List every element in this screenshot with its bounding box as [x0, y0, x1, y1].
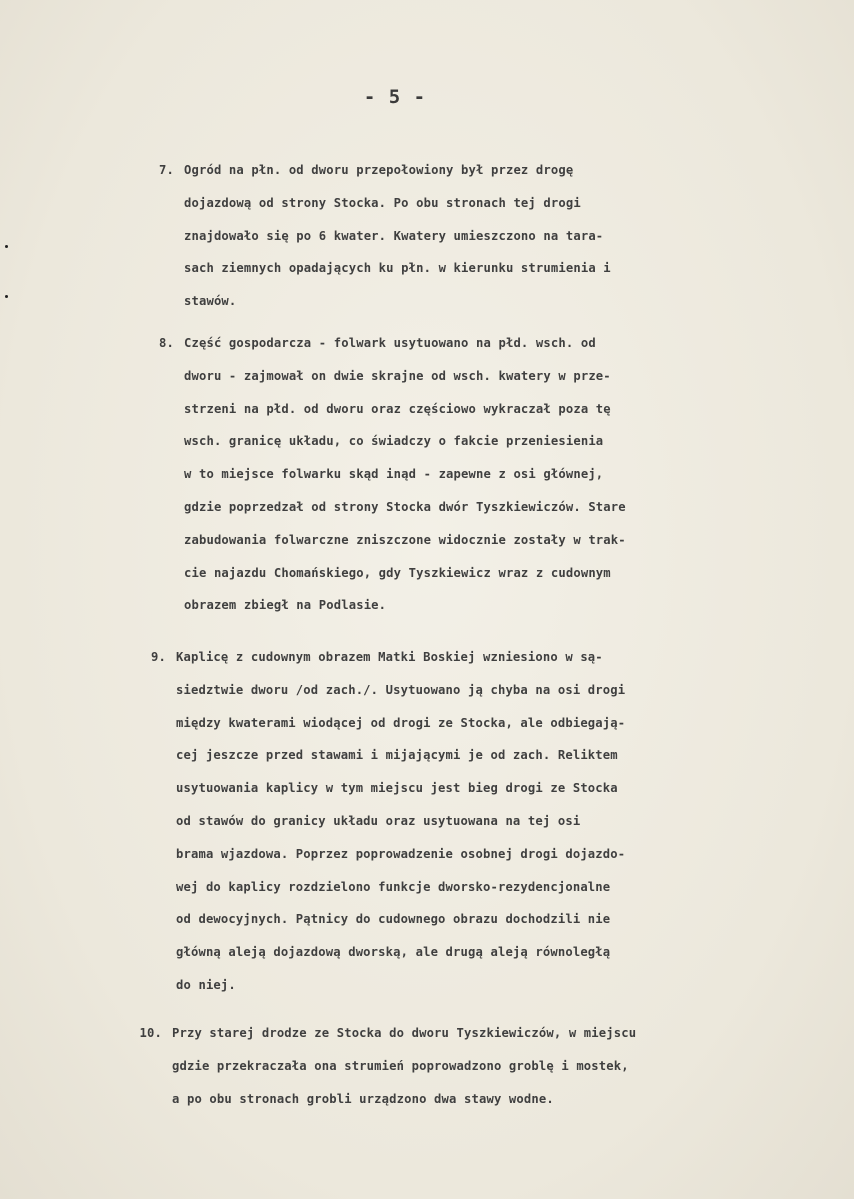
- page-number: - 5 -: [363, 86, 427, 108]
- list-item: [139, 1017, 637, 1115]
- margin-punch-mark: [5, 295, 8, 298]
- text-line: między kwaterami wiodącej od drogi ze Stocka, ale odbiegają-: [176, 715, 626, 730]
- text-line: brama wjazdowa. Poprzez poprowadzenie osobnej drogi dojazdo-: [176, 846, 626, 861]
- text-line: dojazdową od strony Stocka. Po obu stronach tej drogi: [184, 195, 581, 210]
- text-line: sach ziemnych opadających ku płn. w kierunku strumienia i: [184, 261, 611, 276]
- text-line: gdzie przekraczała ona strumień poprowadzono groblę i mostek,: [172, 1058, 629, 1073]
- text-line: cej jeszcze przed stawami i mijającymi je od zach. Reliktem: [176, 748, 618, 763]
- item-number: 10.: [139, 1026, 162, 1040]
- text-line: wej do kaplicy rozdzielono funkcje dworsko-rezydencjonalne: [176, 879, 611, 894]
- margin-punch-mark: [5, 245, 8, 248]
- text-line: Część gospodarcza - folwark usytuowano na płd. wsch. od: [184, 336, 596, 350]
- text-line: gdzie poprzedzał od strony Stocka dwór Tyszkiewiczów. Stare: [184, 499, 626, 514]
- text-line: znajdowało się po 6 kwater. Kwatery umieszczono na tara-: [184, 228, 604, 243]
- text-line: obrazem zbiegł na Podlasie.: [184, 598, 387, 613]
- text-line: dworu - zajmował on dwie skrajne od wsch. kwatery w prze-: [184, 368, 611, 383]
- text-line: strzeni na płd. od dworu oraz częściowo wykraczał poza tę: [184, 401, 611, 416]
- item-number: 7.: [159, 163, 174, 177]
- item-number: 9.: [151, 650, 166, 664]
- text-line: a po obu stronach grobli urządzono dwa stawy wodne.: [172, 1091, 554, 1106]
- list-item: [159, 327, 626, 622]
- text-line: Przy starej drodze ze Stocka do dworu Tyszkiewiczów, w miejscu: [172, 1026, 637, 1040]
- text-line: stawów.: [184, 294, 237, 309]
- text-line: od stawów do granicy układu oraz usytuowana na tej osi: [176, 813, 581, 828]
- text-line: w to miejsce folwarku skąd inąd - zapewne z osi głównej,: [184, 467, 604, 482]
- text-line: wsch. granicę układu, co świadczy o fakcie przeniesienia: [184, 434, 604, 449]
- text-line: Ogród na płn. od dworu przepołowiony był przez drogę: [184, 163, 574, 177]
- text-line: główną aleją dojazdową dworską, ale drugą aleją równoległą: [176, 945, 611, 960]
- text-line: zabudowania folwarczne zniszczone widocznie zostały w trak-: [184, 532, 626, 547]
- text-line: siedztwie dworu /od zach./. Usytuowano ją chyba na osi drogi: [176, 682, 626, 697]
- list-item: [151, 641, 626, 1002]
- text-line: do niej.: [176, 977, 236, 992]
- text-line: od dewocyjnych. Pątnicy do cudownego obrazu dochodzili nie: [176, 912, 611, 927]
- text-line: Kaplicę z cudownym obrazem Matki Boskiej wzniesiono w są-: [176, 650, 603, 664]
- text-line: cie najazdu Chomańskiego, gdy Tyszkiewicz wraz z cudownym: [184, 565, 611, 580]
- list-item: [159, 154, 611, 318]
- text-line: usytuowania kaplicy w tym miejscu jest bieg drogi ze Stocka: [176, 781, 618, 796]
- item-number: 8.: [159, 336, 174, 350]
